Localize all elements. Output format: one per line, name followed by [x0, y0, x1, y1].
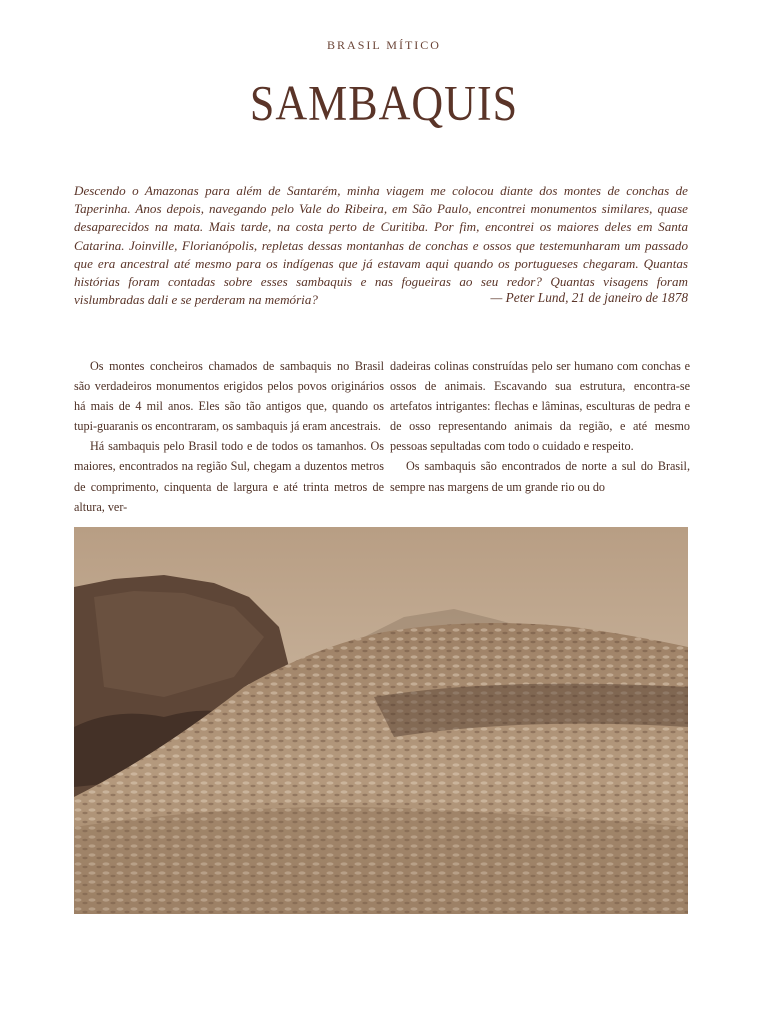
paragraph: Há sambaquis pelo Brasil todo e de todos os tamanhos. Os maiores, encontrados na região Sul, chegam a duzentos metros de comprimento, cinquenta de largura e até trinta metros de altura, ver-: [74, 439, 384, 514]
paragraph: Os montes concheiros chamados de sambaquis no Brasil são verdadeiros monumentos erigidos pelos povos originários há mais de 4 mil anos. Eles são tão antigos que, quando os tupi-guaranis os encontraram, os sambaquis já eram ancestrais.: [74, 359, 384, 434]
sambaqui-photo-illustration: [74, 527, 688, 914]
page-title: SAMBAQUIS: [249, 76, 519, 131]
sambaqui-photo: [74, 527, 688, 914]
epigraph-signature: — Peter Lund, 21 de janeiro de 1878: [490, 290, 688, 305]
series-label: BRASIL MÍTICO: [327, 38, 441, 52]
paragraph: dadeiras colinas construídas pelo ser humano com conchas e ossos de animais. Escavando sua estrutura, encontra-se artefatos intrigantes: flechas e lâminas, esculturas de pedra e de osso representando animais da região, e até mesmo pessoas sepultadas com todo o cuidado e respeito.: [390, 359, 690, 454]
body-column-left: [74, 356, 384, 526]
body-column-right: [390, 356, 690, 526]
paragraph: Os sambaquis são encontrados de norte a sul do Brasil, sempre nas margens de um grande rio ou do: [390, 459, 690, 494]
epigraph-text: Descendo o Amazonas para além de Santarém, minha viagem me colocou diante dos montes de conchas de Taperinha. Anos depois, navegando pelo Vale do Ribeira, em São Paulo, encontrei monumentos similares, quase desaparecidos na mata. Mais tarde, na costa perto de Curitiba. Por fim, encontrei os maiores deles em Santa Catarina. Joinville, Florianópolis, repletas dessas montanhas de conchas e ossos que testemunharam um passado que era ancestral até mesmo para os indígenas que já estavam aqui quando os portugueses chegaram. Quantas histórias foram contadas sobre esses sambaquis e nas fogueiras ao seu redor? Quantas visagens foram vislumbradas dali e se perderam na memória?: [74, 183, 688, 308]
